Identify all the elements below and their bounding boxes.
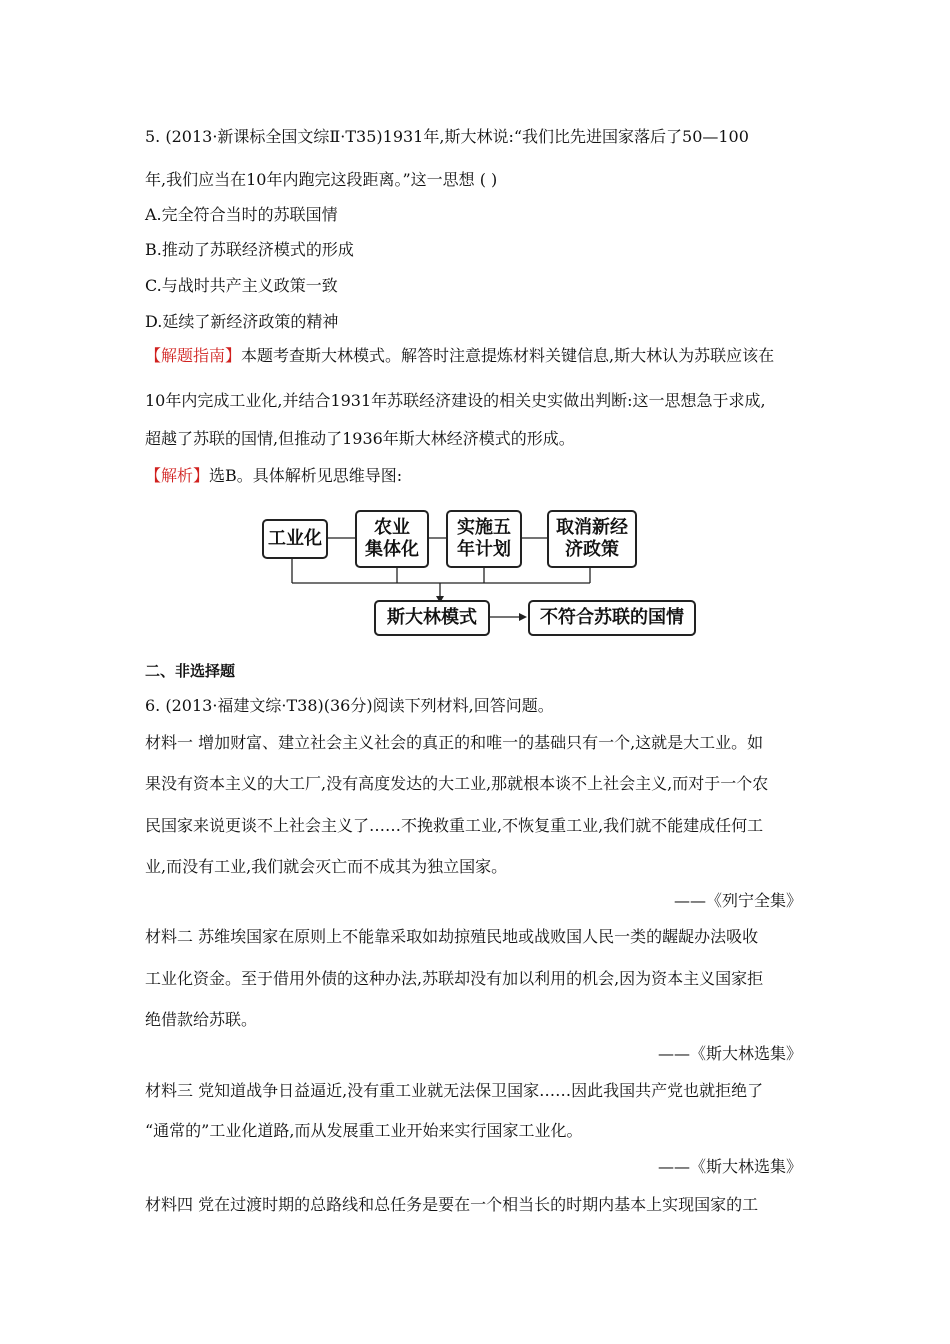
q5-option-a: A.完全符合当时的苏联国情 [145,205,338,224]
guide-text-1: 本题考查斯大林模式。解答时注意提炼材料关键信息,斯大林认为苏联应该在 [241,346,775,365]
q6-m1-line: 业,而没有工业,我们就会灭亡而不成其为独立国家。 [145,857,508,876]
q6-m1-line: 材料一 增加财富、建立社会主义社会的真正的和唯一的基础只有一个,这就是大工业。如 [145,733,764,752]
q6-m3-line: “通常的”工业化道路,而从发展重工业开始来实行国家工业化。 [145,1121,583,1140]
q6-m2-line: 工业化资金。至于借用外债的这种办法,苏联却没有加以利用的机会,因为资本主义国家拒 [145,969,764,988]
node-text: 济政策 [565,539,619,560]
diagram-node-five-year-plan [446,510,522,568]
node-text: 农业 [374,517,410,538]
q5-guide-line3: 超越了苏联的国情,但推动了1936年斯大林经济模式的形成。 [145,429,575,448]
q6-m2-line: 材料二 苏维埃国家在原则上不能靠采取如劫掠殖民地或战败国人民一类的龌龊办法吸收 [145,927,759,946]
q6-m4-line: 材料四 党在过渡时期的总路线和总任务是要在一个相当长的时期内基本上实现国家的工 [145,1195,759,1214]
q6-m3-source: ——《斯大林选集》 [657,1157,802,1176]
q5-option-d: D.延续了新经济政策的精神 [145,312,339,331]
q5-option-c: C.与战时共产主义政策一致 [145,276,338,295]
diagram-node-result: 不符合苏联的国情 [528,600,696,636]
q6-m3-line: 材料三 党知道战争日益逼近,没有重工业就无法保卫国家……因此我国共产党也就拒绝了 [145,1081,764,1100]
node-text: 集体化 [365,539,419,560]
q5-guide-line2: 10年内完成工业化,并结合1931年苏联经济建设的相关史实做出判断:这一思想急于求成, [145,391,766,410]
diagram-node-collectivization [355,510,429,568]
node-text: 工业化 [268,528,322,549]
node-text: 年计划 [457,539,511,560]
node-text: 取消新经 [556,517,628,538]
q5-option-b: B.推动了苏联经济模式的形成 [145,240,354,259]
q6-m2-line: 绝借款给苏联。 [145,1010,258,1029]
guide-tag: 【解题指南】 [145,346,242,365]
q6-header: 6. (2013·福建文综·T38)(36分)阅读下列材料,回答问题。 [145,696,554,715]
diagram-node-cancel-nep [547,510,637,568]
q6-m1-source: ——《列宁全集》 [673,891,802,910]
q6-m2-source: ——《斯大林选集》 [657,1044,802,1063]
diagram-node-stalin-model: 斯大林模式 [374,600,490,636]
analysis-text: 选B。具体解析见思维导图: [209,466,403,485]
diagram-node-industrialization [262,519,328,559]
q6-m1-line: 果没有资本主义的大工厂,没有高度发达的大工业,那就根本谈不上社会主义,而对于一个农 [145,774,769,793]
q6-m1-line: 民国家来说更谈不上社会主义了……不挽救重工业,不恢复重工业,我们就不能建成任何工 [145,816,764,835]
node-text: 实施五 [457,517,511,538]
analysis-tag: 【解析】 [145,466,210,485]
q5-stem-line1: 5. (2013·新课标全国文综Ⅱ·T35)1931年,斯大林说:“我们比先进国家落后了50—100 [145,127,749,146]
section-heading: 二、非选择题 [145,662,236,680]
q5-stem-line2: 年,我们应当在10年内跑完这段距离。”这一思想 ( ) [145,170,498,189]
